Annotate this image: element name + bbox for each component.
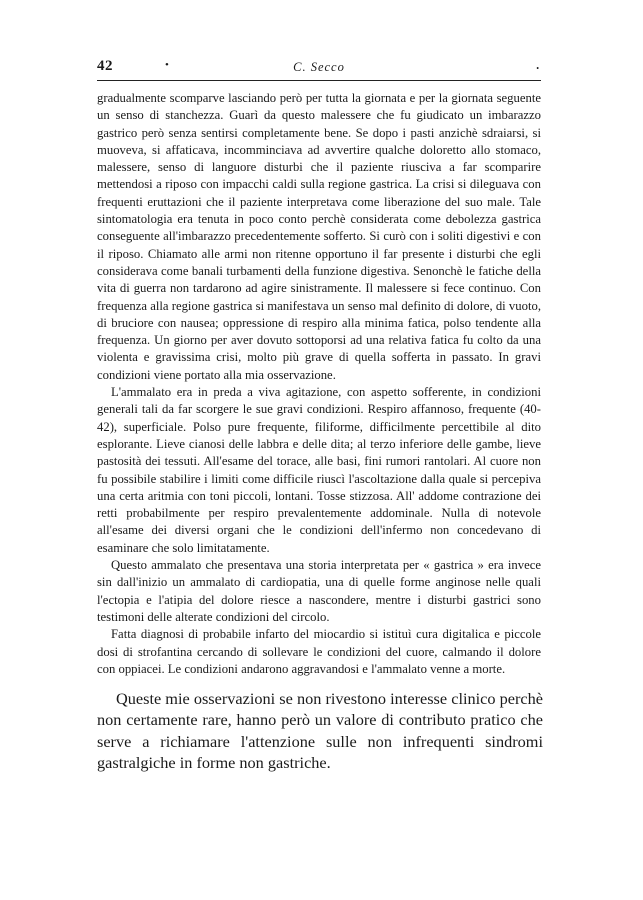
case-report-body bbox=[97, 90, 541, 678]
closing-remarks: Queste mie osservazioni se non rivestono interesse clinico perchè non certamente rare, hanno però un valore di contributo pratico che serve a richiamare l'attenzione sulle non infrequenti sindromi gastralgiche in forme non gastriche. bbox=[97, 689, 543, 772]
paragraph-examination: L'ammalato era in preda a viva agitazione, con aspetto sofferente, in condizioni generali tali da far scorgere le sue gravi condizioni. Respiro affannoso, frequente (40-42), superficiale. Polso pure frequente, filiforme, difficilmente percettibile al dito esplorante. Lieve cianosi delle labbra e delle dita; al terzo inferiore delle gambe, lieve pastosità dei tessuti. All'esame del torace, alle basi, fini rumori rantolari. Al cuore non fu possibile stabilire i limiti come difficile riuscì l'ascoltazione dalla quale si percepiva una certa aritmia con toni piccoli, lontani. Tosse stizzosa. All' addome contrazione dei retti probabilmente per respiro prevalentemente addominale. Nulla di notevole all'esame dei diversi organi che le condizioni dell'infermo non concedevano di esaminare che solo limitatamente. bbox=[97, 385, 541, 555]
paragraph-outcome: Fatta diagnosi di probabile infarto del miocardio si istituì cura digitalica e piccole dosi di strofantina cercando di sollevare le condizioni del cuore, calmando il dolore con oppiacei. Le condizioni andarono aggravandosi e l'ammalato venne a morte. bbox=[97, 627, 541, 676]
paragraph-interpretation: Questo ammalato che presentava una storia interpretata per « gastrica » era invece sin dall'inizio un ammalato di cardiopatia, una di quelle forme anginose nelle quali l'ectopia e l'atipia del dolore riesce a nascondere, mentre i disturbi gastrici sono testimoni delle alterate condizioni del circolo. bbox=[97, 558, 541, 624]
page-number: 42 bbox=[97, 58, 113, 74]
printer-mark-left: • bbox=[165, 59, 169, 71]
printer-mark-right: • bbox=[536, 64, 539, 73]
running-header bbox=[97, 58, 541, 81]
paragraph-history: gradualmente scomparve lasciando però per tutta la giornata e per la giornata seguente un senso di stanchezza. Guarì da questo malessere che fu giudicato un imbarazzo gastrico però senza sentirsi completamente bene. Se dopo i pasti anzichè sdraiarsi, si muoveva, si affaticava, incomminciava ad avvertire qualche doloretto allo stomaco, malessere, senso di languore disturbi che il paziente riusciva a far scomparire mettendosi a riposo con impacchi caldi sulla regione gastrica. La crisi si dileguava con frequenti eruttazioni che il paziente interpretava come liberazione del suo male. Tale sintomatologia era tenuta in poco conto perchè considerata come debolezza gastrica conseguente all'imbarazzo precedentemente sofferto. Si curò con i soliti digestivi e con il riposo. Chiamato alle armi non ritenne opportuno il far presente i disturbi che egli considerava come banali turbamenti della funzione digestiva. Senonchè le fatiche della vita di guerra non tardarono ad agire sinistramente. Il malessere si fece continuo. Con frequenza alla regione gastrica si manifestava un senso mal definito di dolore, di vuoto, di bruciore con nausea; oppressione di respiro alla minima fatica, polso tendente alla frequenza. Un giorno per aver dovuto sottoporsi ad una relativa fatica fu colto da una violenta e gravissima crisi, molto più grave di quella sofferta in passato. In gravi condizioni viene portato alla mia osservazione. bbox=[97, 91, 541, 382]
running-author: C. Secco bbox=[293, 60, 345, 74]
